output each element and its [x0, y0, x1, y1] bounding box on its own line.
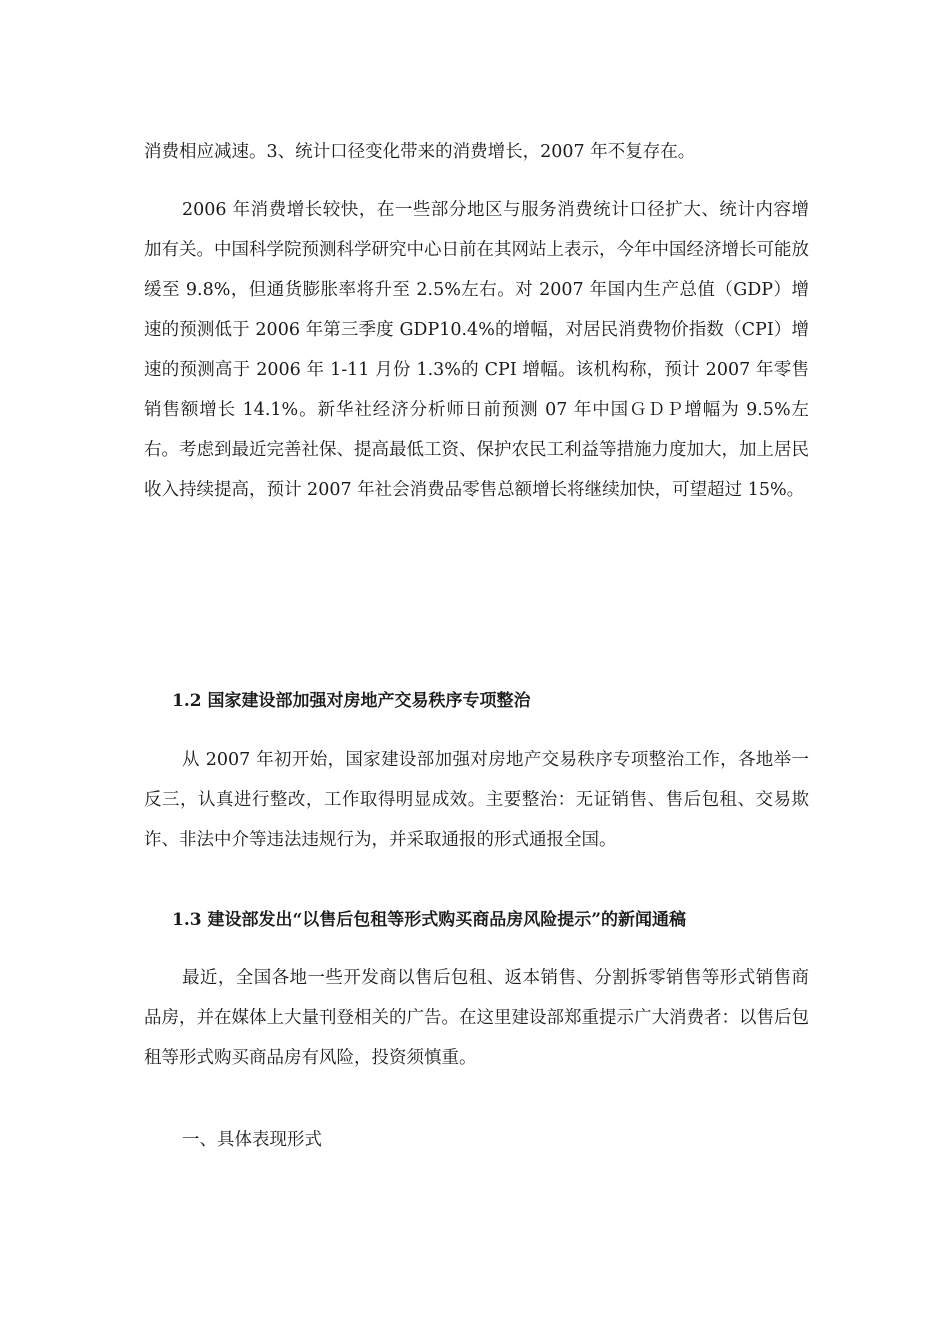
section-heading-1-3: 1.3 建设部发出“以售后包租等形式购买商品房风险提示”的新闻通稿 [172, 910, 687, 930]
section-heading-1-2: 1.2 国家建设部加强对房地产交易秩序专项整治 [172, 691, 531, 711]
subheading-specific-forms: 一、具体表现形式 [182, 1130, 322, 1150]
paragraph-risk-notice: 最近，全国各地一些开发商以售后包租、返本销售、分割拆零销售等形式销售商品房，并在媒体上大量刊登相关的广告。在这里建设部郑重提示广大消费者：以售后包租等形式购买商品房有风险，投资须慎重。 [144, 968, 809, 1068]
paragraph-rectification: 从 2007 年初开始，国家建设部加强对房地产交易秩序专项整治工作，各地举一反三，认真进行整改，工作取得明显成效。主要整治：无证销售、售后包租、交易欺诈、非法中介等违法违规行为，并采取通报的形式通报全国。 [144, 750, 809, 850]
paragraph-2006-consumption-growth: 2006 年消费增长较快，在一些部分地区与服务消费统计口径扩大、统计内容增加有关。中国科学院预测科学研究中心日前在其网站上表示，今年中国经济增长可能放缓至 9.8%，但通货膨胀率将升至 2.5%左右。对 2007 年国内生产总值（GDP）增速的预测低于 2006 年第三季度 GDP10.4%的增幅，对居民消费物价指数（CPI）增速的预测高于 2006 年 1-11 月份 1.3%的 CPI 增幅。该机构称，预计 2007 年零售销售额增长 14.1%。新华社经济分析师日前预测 07 年中国ＧＤＰ增幅为 9.5%左右。考虑到最近完善社保、提高最低工资、保护农民工利益等措施力度加大，加上居民收入持续提高，预计 2007 年社会消费品零售总额增长将继续加快，可望超过 15%。 [144, 200, 809, 500]
paragraph-consumption-slowdown: 消费相应减速。3、统计口径变化带来的消费增长，2007 年不复存在。 [144, 142, 696, 162]
